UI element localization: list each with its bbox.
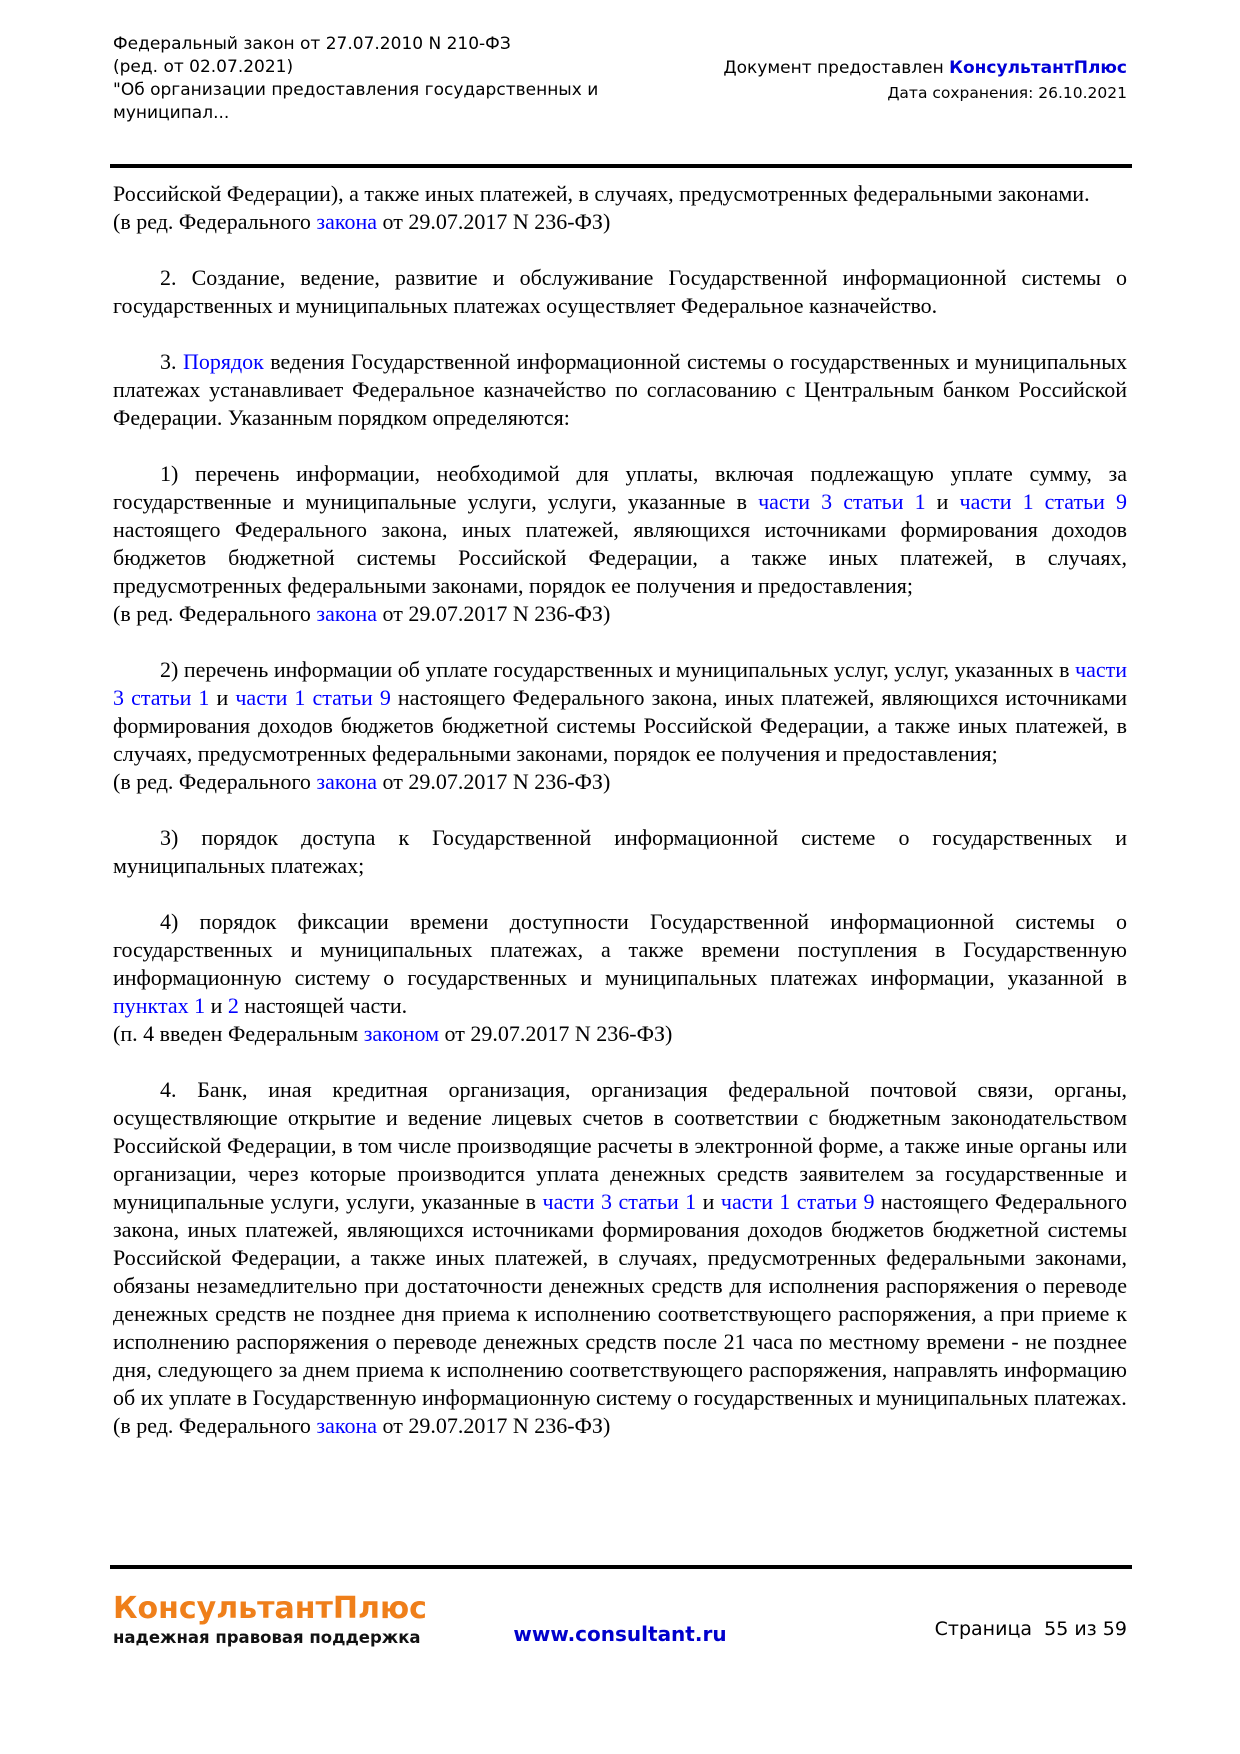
saved-date: Дата сохранения: 26.10.2021 — [887, 84, 1127, 102]
header-divider — [110, 164, 1132, 168]
provided-line — [607, 57, 1127, 80]
document-body — [113, 180, 1127, 1440]
part-3: 3. Порядок ведения Государственной информационной системы о государственных и муниципальных платежах устанавливает Федеральное казначейство по согласованию с Центральным банком Российской Федерации. Указанным порядком определяются: — [113, 349, 1128, 430]
item-2: 2) перечень информации об уплате государственных и муниципальных услуг, услуг, указанных в части 3 статьи 1 и части 1 статьи 9 настоящего Федерального закона, иных платежей, являющихся источниками формирования доходов бюджетов бюджетной системы Российской Федерации, а также иных платежей, в случаях, предусмотренных федеральными законами, порядок ее получения и предоставления; — [113, 657, 1128, 766]
doc-link[interactable]: закона — [316, 601, 377, 626]
doc-link[interactable]: части 3 статьи 1 — [113, 657, 1127, 710]
doc-link[interactable]: части 3 статьи 1 — [542, 1189, 697, 1214]
header-document-title — [113, 33, 673, 125]
doc-link[interactable]: закона — [316, 209, 377, 234]
item-3: 3) порядок доступа к Государственной информационной системе о государственных и муниципальных платежах; — [113, 825, 1127, 878]
header-title-line-2: (ред. от 02.07.2021) — [113, 57, 294, 77]
amendment-note-3: (в ред. Федерального закона от 29.07.2017 N 236-ФЗ) — [113, 769, 611, 794]
page-number: Страница 55 из 59 — [934, 1618, 1127, 1640]
provided-label: Документ предоставлен — [723, 58, 950, 78]
doc-link[interactable]: закона — [316, 1413, 377, 1438]
header-title-line-4: муниципал... — [113, 103, 230, 123]
doc-link[interactable]: части 1 статьи 9 — [959, 489, 1127, 514]
doc-link[interactable]: закона — [316, 769, 377, 794]
logo-brand-text: КонсультантПлюс — [113, 1591, 427, 1626]
part-4: 4. Банк, иная кредитная организация, организация федеральной почтовой связи, органы, осуществляющие открытие и ведение лицевых счетов в соответствии с бюджетным законодательством Российской Федерации, в том числе производящие расчеты в электронной форме, а также иные органы или организации, через которые производится уплата денежных средств заявителем за государственные и муниципальные услуги, услуги, указанные в части 3 статьи 1 и части 1 статьи 9 настоящего Федерального закона, иных платежей, являющихся источниками формирования доходов бюджетов бюджетной системы Российской Федерации, а также иных платежей, в случаях, предусмотренных федеральными законами, обязаны незамедлительно при достаточности денежных средств для исполнения распоряжения о переводе денежных средств не позднее дня приема к исполнению соответствующего распоряжения, а при приеме к исполнению распоряжения о переводе денежных средств после 21 часа по местному времени - не позднее дня, следующего за днем приема к исполнению соответствующего распоряжения, направлять информацию об их уплате в Государственную информационную систему о государственных и муниципальных платежах. — [113, 1077, 1127, 1410]
header-title-line-3: "Об организации предоставления государственных и — [113, 80, 599, 100]
amendment-note-4: (в ред. Федерального закона от 29.07.2017 N 236-ФЗ) — [113, 1413, 611, 1438]
amendment-note-1: (в ред. Федерального закона от 29.07.2017 N 236-ФЗ) — [113, 209, 611, 234]
amendment-note-2: (в ред. Федерального закона от 29.07.2017 N 236-ФЗ) — [113, 601, 611, 626]
doc-link[interactable]: части 1 статьи 9 — [235, 685, 391, 710]
logo-tagline: надежная правовая поддержка — [113, 1628, 421, 1647]
item-1: 1) перечень информации, необходимой для уплаты, включая подлежащую уплате сумму, за государственные и муниципальные услуги, услуги, указанные в части 3 статьи 1 и части 1 статьи 9 настоящего Федерального закона, иных платежей, являющихся источниками формирования доходов бюджетов бюджетной системы Российской Федерации, а также иных платежей, в случаях, предусмотренных федеральными законами, порядок ее получения и предоставления; — [113, 461, 1127, 598]
doc-link[interactable]: части 1 статьи 9 — [720, 1189, 875, 1214]
continued-paragraph: Российской Федерации), а также иных платежей, в случаях, предусмотренных федеральными законами. — [113, 181, 1090, 206]
footer-divider — [110, 1565, 1132, 1569]
consultantplus-header-link[interactable]: КонсультантПлюс — [949, 58, 1127, 78]
part-2: 2. Создание, ведение, развитие и обслуживание Государственной информационной системы о государственных и муниципальных платежах осуществляет Федеральное казначейство. — [113, 265, 1127, 318]
doc-link[interactable]: части 3 статьи 1 — [758, 489, 926, 514]
consultant-site-link[interactable]: www.consultant.ru — [513, 1622, 727, 1646]
doc-link[interactable]: Порядок — [182, 349, 264, 374]
item-4: 4) порядок фиксации времени доступности Государственной информационной системы о государственных и муниципальных платежах, а также времени поступления в Государственную информационную систему о государственных и муниципальных платежах информации, указанной в пунктах 1 и 2 настоящей части. — [113, 909, 1127, 1018]
doc-link[interactable]: пунктах 1 — [113, 993, 206, 1018]
doc-link[interactable]: 2 — [227, 993, 239, 1018]
header-title-line-1: Федеральный закон от 27.07.2010 N 210-ФЗ — [113, 34, 511, 54]
introduced-note: (п. 4 введен Федеральным законом от 29.07.2017 N 236-ФЗ) — [113, 1021, 673, 1046]
header-provided-block — [607, 57, 1127, 105]
doc-link[interactable]: законом — [363, 1021, 440, 1046]
